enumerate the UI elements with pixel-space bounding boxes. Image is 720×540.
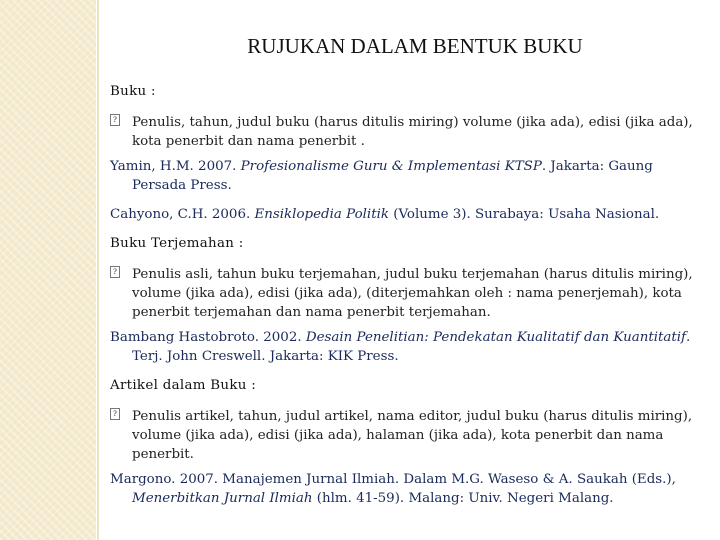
ref-prefix: Cahyono, C.H. 2006.: [110, 207, 255, 222]
section-heading-buku: Buku :: [110, 84, 156, 99]
ref-prefix: Margono. 2007. Manajemen Jurnal Ilmiah. Dalam M.G. Waseso & A. Saukah (Eds.),: [110, 472, 676, 487]
ref-suffix: . Jakarta: Gaung Persada Press.: [132, 159, 653, 193]
ref-suffix: (hlm. 41-59). Malang: Univ. Negeri Malang.: [312, 491, 614, 506]
decorative-sidebar: [0, 0, 96, 540]
ref-title: Desain Penelitian: Pendekatan Kualitatif dan Kuantitatif: [305, 330, 686, 345]
ref-title: Profesionalisme Guru & Implementasi KTSP: [240, 159, 542, 174]
ref-title: Ensiklopedia Politik: [254, 207, 389, 222]
reference-entry: [110, 470, 700, 508]
section-heading-buku-terjemahan: Buku Terjemahan :: [110, 236, 244, 251]
reference-entry: [110, 205, 700, 224]
page-title: RUJUKAN DALAM BENTUK BUKU: [247, 34, 583, 58]
bullet-box-icon: ?: [110, 408, 120, 420]
bullet-text: Penulis asli, tahun buku terjemahan, judul buku terjemahan (harus ditulis miring), volume (jika ada), edisi (jika ada), (diterjemahkan oleh : nama penerjemah), kota penerbit terjemahan dan nama penerbit terjemahan.: [132, 267, 693, 320]
ref-prefix: Bambang Hastobroto. 2002.: [110, 330, 306, 345]
bullet-item: [110, 265, 700, 322]
section-heading-artikel-dalam-buku: Artikel dalam Buku :: [110, 378, 257, 393]
bullet-item: [110, 113, 700, 151]
bullet-box-icon: ?: [110, 266, 120, 278]
bullet-box-icon: ?: [110, 114, 120, 126]
reference-entry: [110, 328, 700, 366]
content-body: [110, 82, 700, 518]
bullet-text: Penulis artikel, tahun, judul artikel, nama editor, judul buku (harus ditulis miring), volume (jika ada), edisi (jika ada), halaman (jika ada), kota penerbit dan nama penerbit.: [132, 409, 693, 462]
ref-prefix: Yamin, H.M. 2007.: [110, 159, 241, 174]
ref-suffix: (Volume 3). Surabaya: Usaha Nasional.: [388, 207, 660, 222]
bullet-text: Penulis, tahun, judul buku (harus ditulis miring) volume (jika ada), edisi (jika ada), kota penerbit dan nama penerbit .: [132, 115, 693, 149]
ref-suffix: . Terj. John Creswell. Jakarta: KIK Press.: [132, 330, 691, 364]
ref-title: Menerbitkan Jurnal Ilmiah: [132, 491, 313, 506]
reference-entry: [110, 157, 700, 195]
bullet-item: [110, 407, 700, 464]
sidebar-divider: [97, 0, 99, 540]
